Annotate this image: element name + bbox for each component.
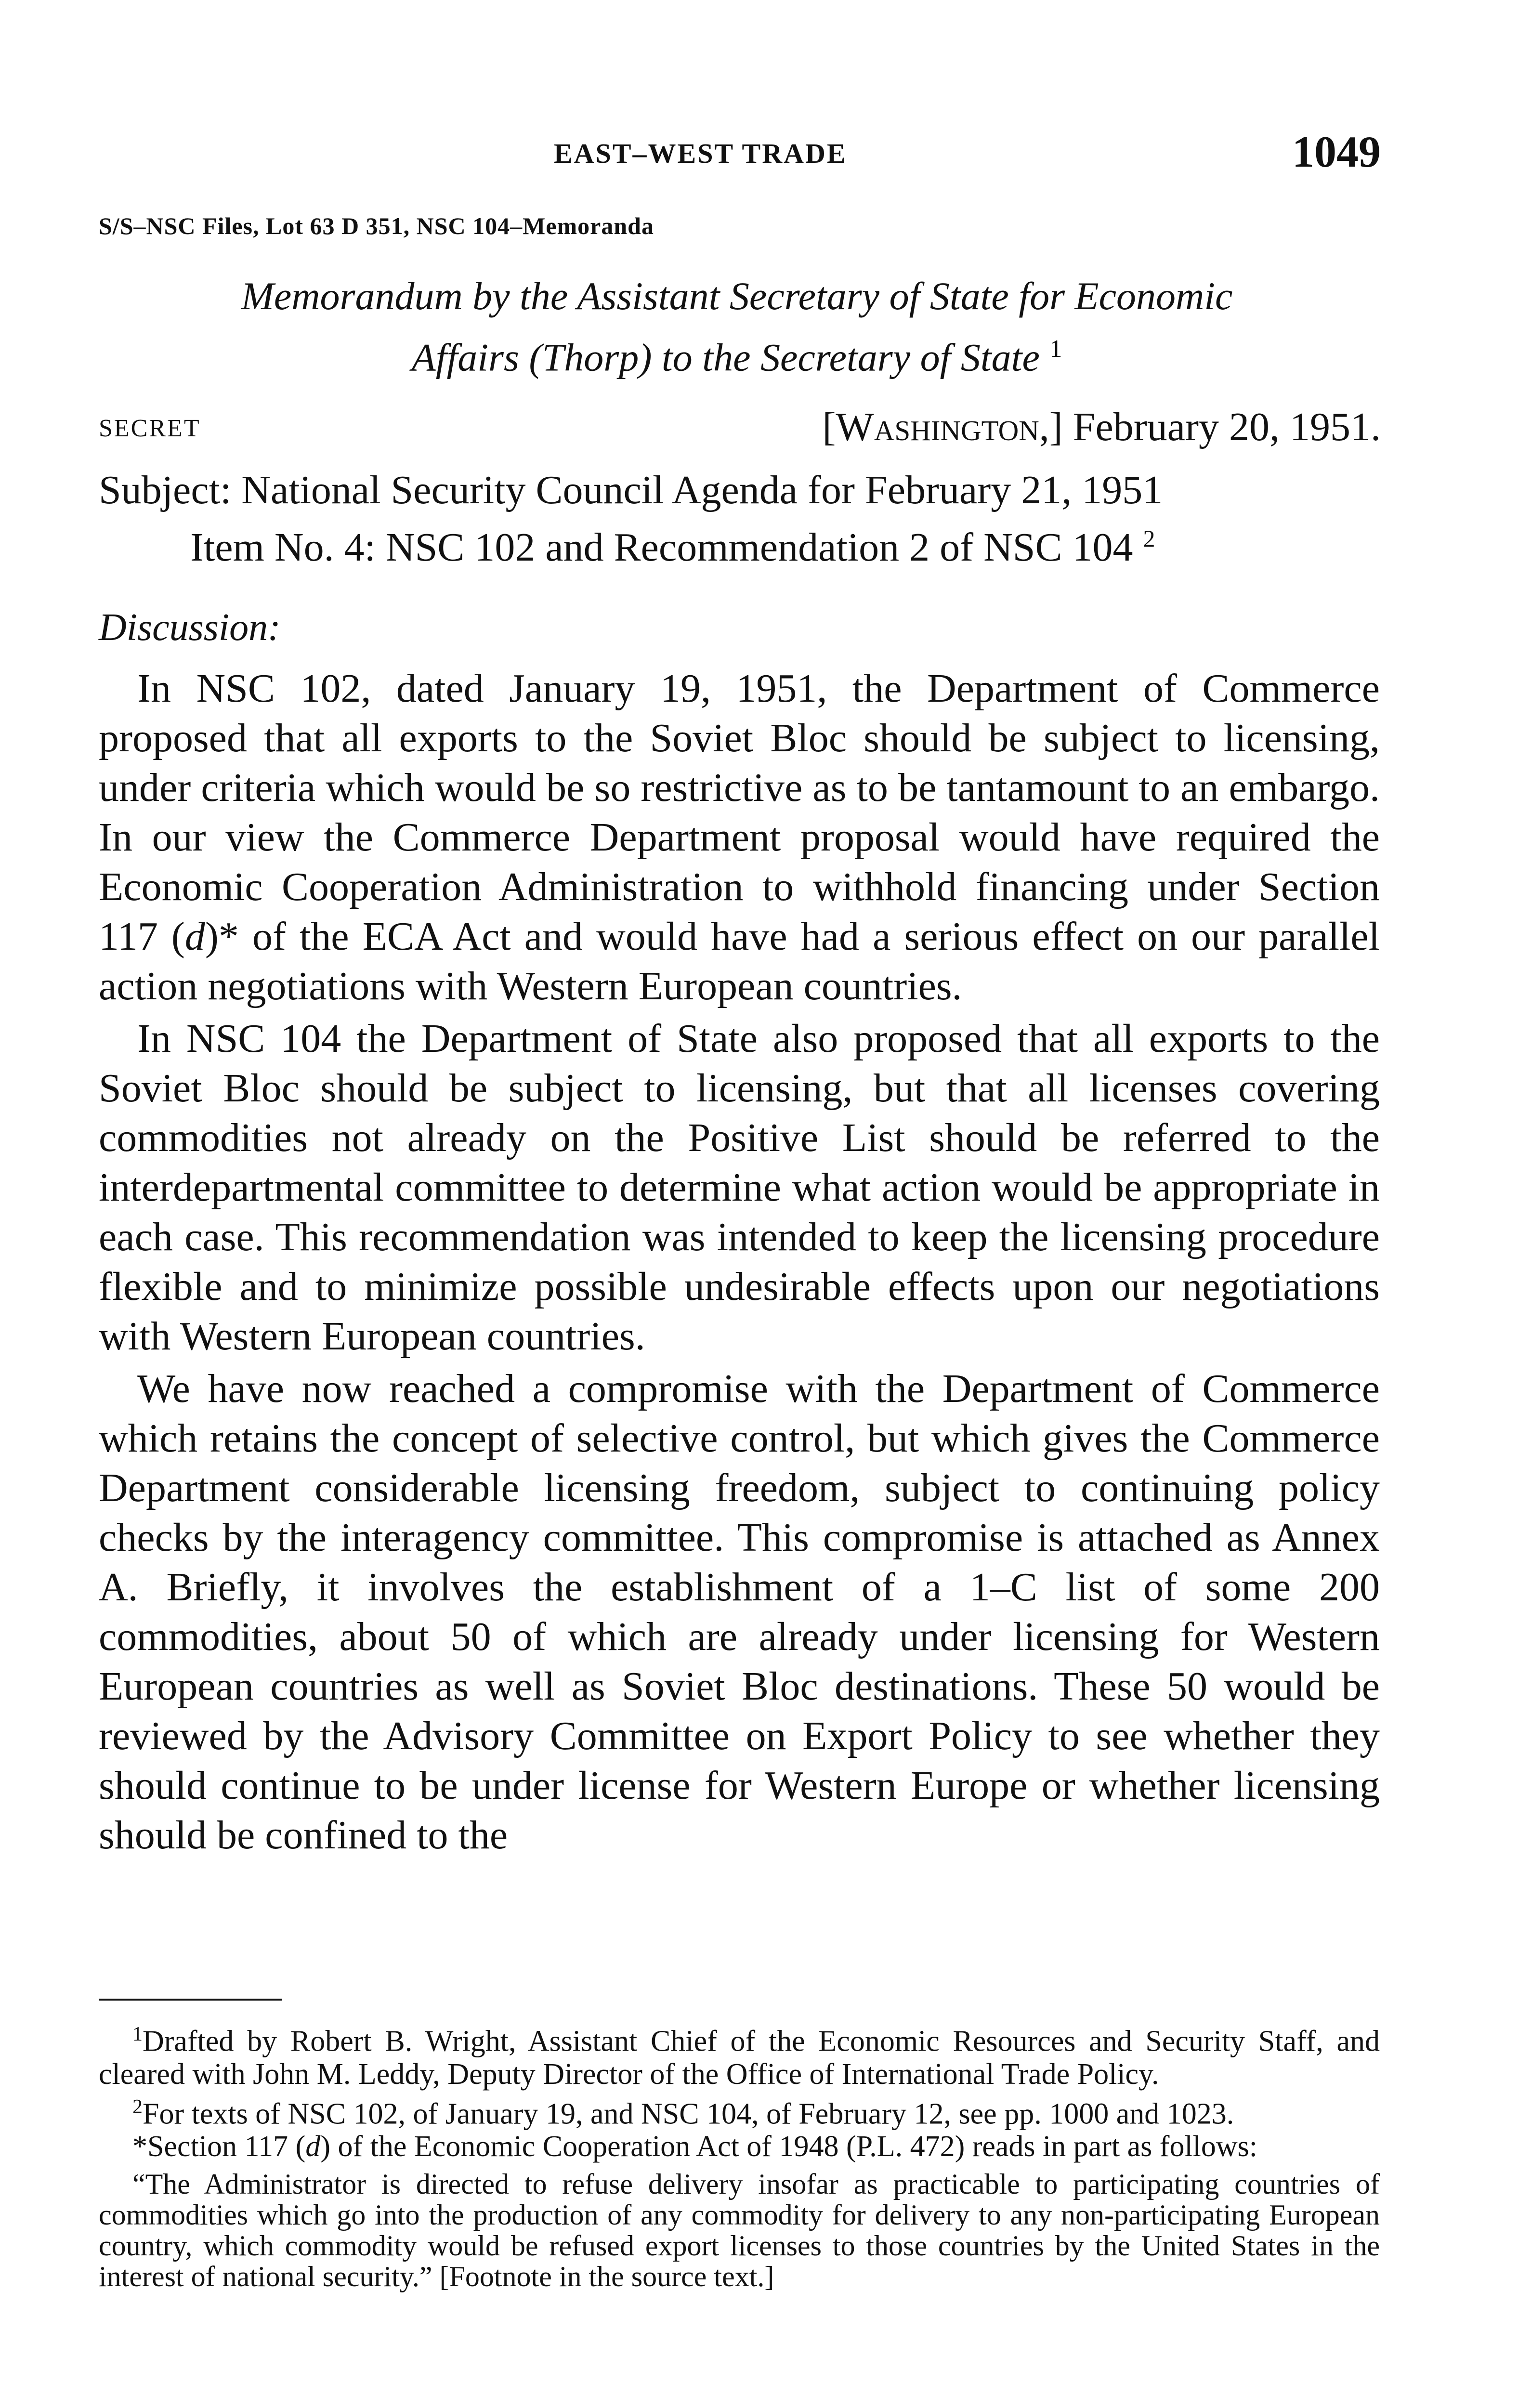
footnote-3: [99, 2130, 1380, 2163]
dateline-date: February 20, 1951.: [1073, 405, 1381, 449]
footnote-1: [99, 2018, 1380, 2091]
paragraph-1: [99, 664, 1380, 1011]
footnote-2-text: For texts of NSC 102, of January 19, and NSC 104, of February 12, see pp. 1000 and 1023.: [143, 2097, 1234, 2131]
paragraph-1-text-a: In NSC 102, dated January 19, 1951, the Department of Commerce proposed that all exports to the Soviet Bloc should be subject to licensing, under criteria which would be so restrictive as to be tantamount to an embargo. In our view the Commerce Department proposal would have required the Economic Cooperation Administration to withhold financing under Section 117 (: [99, 666, 1380, 959]
footnote-3-quote: “The Administrator is directed to refuse delivery insofar as practicable to participating countries of commodities which go into the production of any commodity for delivery to any non-participating European country, which commodity would be refused export licenses to those countries by the United States in the interest of national security.” [Footnote in the source text.]: [99, 2168, 1380, 2293]
title-line-2: Affairs (Thorp) to the Secretary of State: [411, 335, 1040, 380]
footnote-2: [99, 2091, 1380, 2131]
item-line: Item No. 4: NSC 102 and Recommendation 2 of NSC 104: [190, 525, 1133, 570]
paragraph-1-italic: d: [184, 914, 205, 959]
subject-footnote-ref[interactable]: 2: [1143, 525, 1155, 552]
paragraph-1-asterisk-ref[interactable]: *: [218, 914, 239, 959]
paragraph-1-text-c: of the ECA Act and would have had a serious effect on our parallel action negotiations with Western European countries.: [99, 914, 1380, 1008]
footnote-1-mark: 1: [132, 2023, 143, 2045]
footnote-3-text-a: *Section 117 (: [132, 2130, 306, 2163]
dateline: [822, 404, 1381, 450]
footnote-2-mark: 2: [132, 2095, 143, 2118]
title-footnote-ref[interactable]: 1: [1049, 335, 1062, 363]
memo-body: [99, 664, 1380, 1863]
document-title: [99, 270, 1375, 384]
footnote-3-italic: d: [305, 2130, 321, 2163]
title-line-2-wrap: [99, 323, 1375, 384]
footnote-1-text: Drafted by Robert B. Wright, Assistant Chief of the Economic Resources and Security Staff, and cleared with John M. Leddy, Deputy Director of the Office of International Trade Policy.: [99, 2025, 1380, 2091]
footnote-divider: [99, 1999, 282, 2001]
dateline-place: [Washington,]: [822, 405, 1063, 449]
item-line-wrap: [99, 514, 1380, 572]
paragraph-3: We have now reached a compromise with the Department of Commerce which retains the concept of selective control, but which gives the Commerce Department considerable licensing freedom, subject to continuing policy checks by the interagency committee. This compromise is attached as Annex A. Briefly, it involves the establishment of a 1–C list of some 200 commodities, about 50 of which are already under licensing for Western European countries as well as Soviet Bloc destinations. These 50 would be reviewed by the Advisory Committee on Export Policy to see whether they should continue to be under license for Western Europe or whether licensing should be confined to the: [99, 1366, 1380, 1858]
classification-label: SECRET: [99, 415, 201, 442]
footnotes: [99, 2018, 1380, 2292]
page-number: 1049: [1292, 127, 1381, 176]
discussion-heading: Discussion:: [99, 606, 281, 649]
subject-block: [99, 466, 1380, 572]
subject-line: Subject: National Security Council Agenda for February 21, 1951: [99, 468, 1163, 512]
running-head: EAST–WEST TRADE: [554, 138, 847, 169]
footnote-3-text-b: ) of the Economic Cooperation Act of 1948 (P.L. 472) reads in part as follows:: [320, 2130, 1258, 2163]
title-line-1: Memorandum by the Assistant Secretary of State for Economic: [241, 274, 1233, 318]
paragraph-2: In NSC 104 the Department of State also proposed that all exports to the Soviet Bloc should be subject to licensing, but that all licenses covering commodities not already on the Positive List should be referred to the interdepartmental committee to determine what action would be appropriate in each case. This recommendation was intended to keep the licensing procedure flexible and to minimize possible undesirable effects upon our negotiations with Western European countries.: [99, 1016, 1380, 1359]
paragraph-1-text-b: ): [205, 914, 219, 959]
source-line: S/S–NSC Files, Lot 63 D 351, NSC 104–Memoranda: [99, 212, 654, 239]
